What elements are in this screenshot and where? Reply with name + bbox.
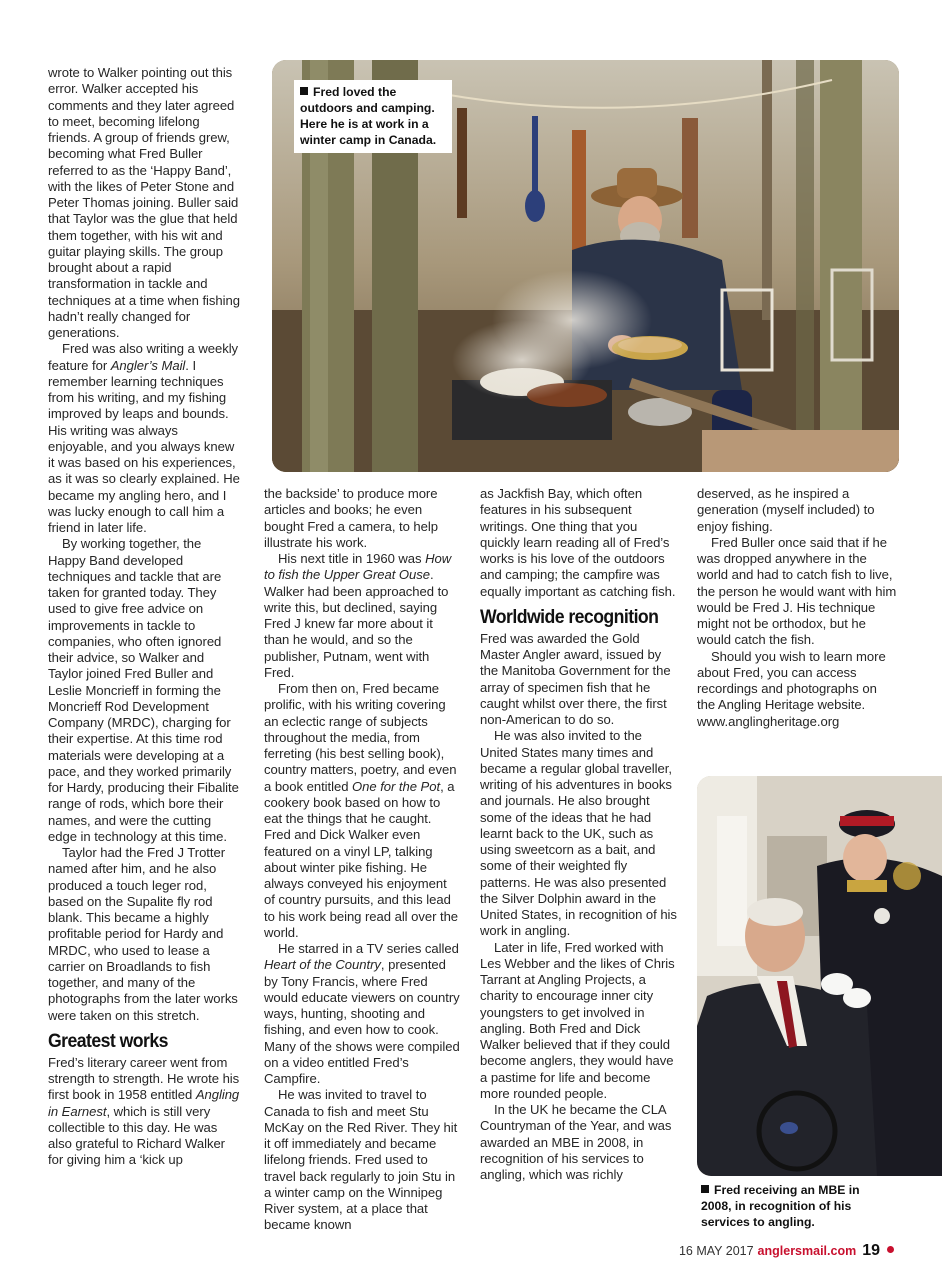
text-run: His next title in 1960 was	[278, 551, 426, 566]
tv-series-title: Heart of the Country	[264, 957, 381, 973]
text-run: , a cookery book based on how to eat the things that he caught. Fred and Dick Walker even featured on a vinyl LP, talking about winter pike fishing. He always conveyed his enjoyment of country pursuits, and this lead to his work being read all over the world.	[264, 778, 459, 940]
book-title: How to fish the Upper Great Ouse	[264, 551, 452, 583]
photo-caption-mbe	[697, 1178, 875, 1234]
text-run: Fred’s literary career went from strength to strength. He wrote his first book in 1958 entitled	[48, 1054, 240, 1103]
paragraph: By working together, the Happy Band developed techniques and tackle that are taken for granted today. They used to give free advice on improvements in tackle to companies, who often ignored their advice, so Walker and Taylor joined Fred Buller and Leslie Moncrieff in forming the Moncrieff Rod Development Company (MRDC), charging for their expertise. At this time rod materials were developing at a pace, and they worked primarily for Hardy, producing their Fibalite range of rods, which bore their names, and were the cutting edge in technology at this time.	[48, 536, 239, 844]
text-run: , which is still very collectible to this day. He was also grateful to Richard Walker for giving him a ‘kick up	[48, 1103, 225, 1168]
paragraph: as Jackfish Bay, which often features in his subsequent writings. One thing that you quickly learn reading all of Fred’s works is his love of the outdoors and camping; the campfire was equally important as catching fish.	[480, 486, 676, 599]
book-title: One for the Pot	[352, 778, 441, 794]
website-link[interactable]: anglersmail.com	[757, 1244, 857, 1258]
article-column-1	[48, 65, 240, 1169]
text-run: . Walker had been approached to write this, but declined, saying Fred J knew far more about it than he would, and so the publisher, Putnam, went with Fred.	[264, 567, 449, 680]
mbe-ceremony-photo	[697, 776, 942, 1176]
paragraph: the backside’ to produce more articles and books; he even bought Fred a camera, to help illustrate his work.	[264, 486, 438, 550]
paragraph	[48, 1055, 240, 1169]
paragraph: He was invited to travel to Canada to fish and meet Stu McKay on the Red River. They hit it off immediately and became lifelong friends. Fred used to travel back regularly to join Stu in a winter camp on the Winnipeg River system, at a place that became known	[264, 1087, 458, 1233]
caption-text: Fred loved the outdoors and camping. Here he is at work in a winter camp in Canada.	[300, 85, 437, 147]
caption-square-icon	[300, 87, 308, 95]
article-column-2	[264, 486, 460, 1234]
text-run: From then on, Fred became prolific, with his writing covering an eclectic range of subjects throughout the media, from ferreting (his best selling book), country matters, poetry, and even a book entitled	[264, 681, 457, 794]
paragraph	[264, 941, 460, 1087]
book-title: Angling in Earnest	[48, 1087, 240, 1119]
paragraph: Taylor had the Fred J Trotter named after him, and he also produced a touch leger rod, based on the Supalite fly rod blank. This became a highly profitable period for Hardy and MRDC, who used to lease a carrier on Broadlands to fish together, and many of the photographs from the later works were taken on this stretch.	[48, 845, 238, 1023]
paragraph	[264, 551, 460, 681]
paragraph: In the UK he became the CLA Countryman of the Year, and was awarded an MBE in 2008, in recognition of his services to angling, which was richly	[480, 1102, 672, 1182]
text-run: He starred in a TV series called	[278, 941, 459, 956]
caption-text: Fred receiving an MBE in 2008, in recognition of his services to angling.	[701, 1183, 860, 1229]
paragraph	[264, 681, 460, 941]
article-column-4	[697, 486, 897, 730]
paragraph: Should you wish to learn more about Fred, you can access recordings and photographs on the Angling Heritage website. www.anglingheritage.org	[697, 648, 886, 729]
text-run: Fred was also writing a weekly feature for	[48, 341, 239, 373]
subheading-greatest-works: Greatest works	[48, 1030, 168, 1052]
subheading-worldwide-recognition: Worldwide recognition	[480, 606, 659, 628]
page-number: 19	[862, 1242, 880, 1259]
text-run: , presented by Tony Francis, where Fred would educate viewers on country ways, hunting, shooting and fishing, and even how to cook. Many of the shows were compiled on a video entitled Fred’s Campfire.	[264, 957, 460, 1086]
article-column-3	[480, 486, 680, 1183]
paragraph: wrote to Walker pointing out this error. Walker accepted his comments and they later agreed to meet, becoming lifelong friends. A group of friends grew, becoming what Fred Buller referred to as the ‘Happy Band’, with the likes of Peter Stone and Peter Thomas joining. Buller said that Taylor was the glue that held them together, with his wit and guitar playing skills. The group brought about a rapid transformation in tackle and techniques at a time when fishing hadn’t really changed for generations.	[48, 65, 240, 340]
photo-caption-camp	[294, 80, 452, 153]
text-run: . I remember learning techniques from his writing, and my fishing improved by leaps and bounds. His writing was always enjoyable, and you always knew it was based on his experiences, as it was so clearly explained. He became my angling hero, and I was lucky enough to call him a friend in later life.	[48, 357, 240, 535]
bullet-dot-icon	[887, 1246, 894, 1253]
caption-square-icon	[701, 1185, 709, 1193]
paragraph: Fred Buller once said that if he was dropped anywhere in the world and had to catch fish to live, the person he would want with him would be Fred J. His technique might not be orthodox, but he would catch the fish.	[697, 534, 897, 648]
paragraph: Fred was awarded the Gold Master Angler award, issued by the Manitoba Government for the array of specimen fish that he caught whilst over there, the first non-American to do so.	[480, 630, 671, 727]
paragraph: He was also invited to the United States many times and became a regular global traveller, writing of his adventures in books and journals. He also brought some of the ideas that he had learnt back to the UK, such as using sweetcorn as a bait, and some of their weighted fly patterns. He was also presented the Silver Dolphin award in the United States, in recognition of his work in angling.	[480, 728, 677, 939]
paragraph: Later in life, Fred worked with Les Webber and the likes of Chris Tarrant at Angling Projects, a charity to encourage inner city youngsters to get involved in angling. Both Fred and Dick Walker believed that if they could become anglers, they would have a pastime for life and become more rounded people.	[480, 939, 675, 1101]
page-footer	[679, 1242, 894, 1260]
publication-title: Angler’s Mail	[110, 357, 186, 373]
issue-date: 16 MAY 2017	[678, 1244, 754, 1258]
paragraph: deserved, as he inspired a generation (myself included) to enjoy fishing.	[697, 486, 875, 534]
paragraph	[48, 341, 240, 536]
